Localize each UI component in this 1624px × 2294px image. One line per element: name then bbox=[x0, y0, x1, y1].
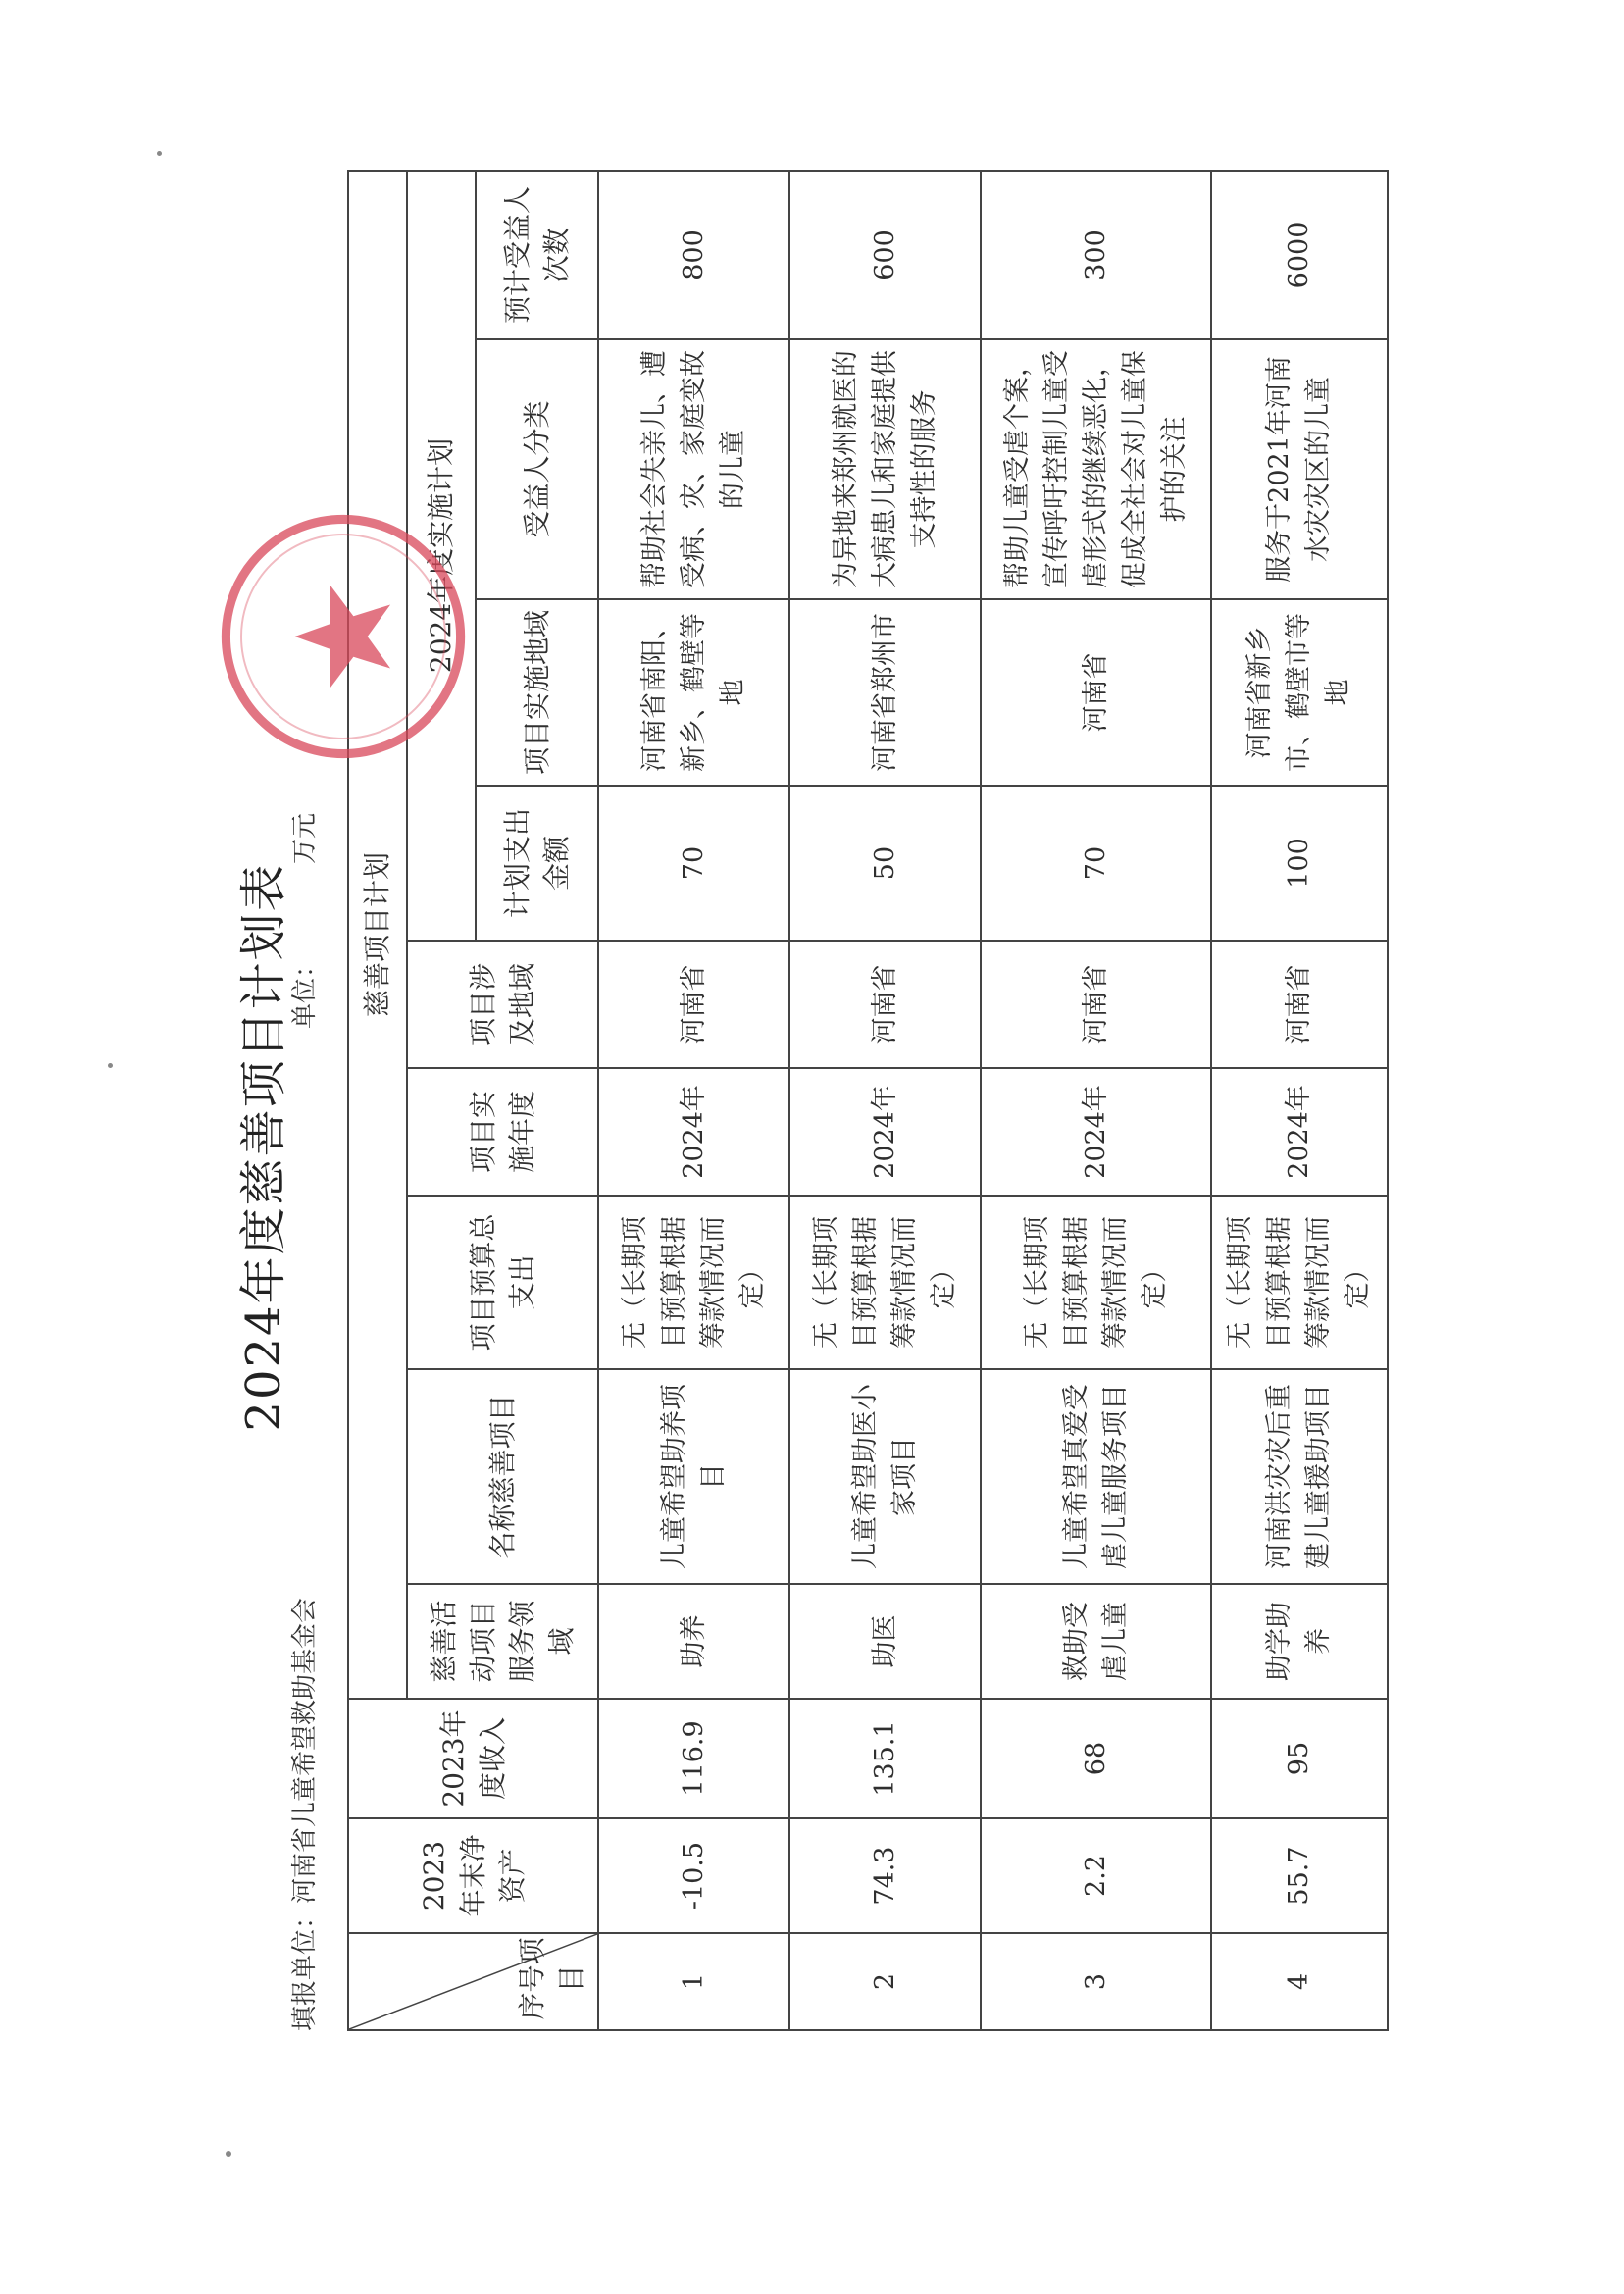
row-field: 助养 bbox=[598, 1584, 789, 1699]
row-count: 600 bbox=[789, 171, 981, 339]
name-header: 名称慈善项目 bbox=[407, 1369, 598, 1584]
table-row bbox=[981, 171, 1211, 2030]
row-net-assets: 55.7 bbox=[1211, 1818, 1388, 1933]
row-name: 河南洪灾灾后重建儿童援助项目 bbox=[1211, 1369, 1388, 1584]
row-region: 河南省 bbox=[981, 941, 1211, 1068]
filler-value: 河南省儿童希望救助基金会 bbox=[290, 1597, 320, 1904]
seal-icon bbox=[216, 509, 471, 764]
row-impl-area: 河南省南阳、新乡、鹤壁等地 bbox=[598, 599, 789, 786]
scan-speck bbox=[157, 151, 162, 156]
row-field: 救助受虐儿童 bbox=[981, 1584, 1211, 1699]
table-row bbox=[1211, 171, 1388, 2030]
row-count: 300 bbox=[981, 171, 1211, 339]
net-assets-header: 2023年末净资产 bbox=[348, 1818, 598, 1933]
row-beneficiary: 为异地来郑州就医的大病患儿和家庭提供支持性的服务 bbox=[789, 339, 981, 599]
filler-label: 填报单位： bbox=[290, 1903, 320, 2031]
unit-label: 单位： bbox=[290, 951, 320, 1029]
row-income: 68 bbox=[981, 1699, 1211, 1818]
row-region: 河南省 bbox=[1211, 941, 1388, 1068]
table-row bbox=[598, 171, 789, 2030]
row-seq: 4 bbox=[1211, 1933, 1388, 2030]
row-income: 95 bbox=[1211, 1699, 1388, 1818]
impl-plan-header: 2024年度实施计划 bbox=[407, 171, 476, 941]
page-title: 2024年度慈善项目计划表 bbox=[236, 862, 291, 1432]
row-region: 河南省 bbox=[598, 941, 789, 1068]
row-year: 2024年 bbox=[1211, 1068, 1388, 1196]
row-expense: 70 bbox=[981, 786, 1211, 941]
row-name: 儿童希望助医小家项目 bbox=[789, 1369, 981, 1584]
scan-speck bbox=[226, 2151, 231, 2157]
year-header: 项目实施年度 bbox=[407, 1068, 598, 1196]
row-year: 2024年 bbox=[981, 1068, 1211, 1196]
row-count: 800 bbox=[598, 171, 789, 339]
income-header: 2023年度收入 bbox=[348, 1699, 598, 1818]
row-field: 助医 bbox=[789, 1584, 981, 1699]
row-income: 116.9 bbox=[598, 1699, 789, 1818]
region-header: 项目涉及地域 bbox=[407, 941, 598, 1068]
row-impl-area: 河南省 bbox=[981, 599, 1211, 786]
row-budget: 无（长期项目预算根据筹款情况而定） bbox=[981, 1196, 1211, 1369]
row-beneficiary: 服务于2021年河南水灾灾区的儿童 bbox=[1211, 339, 1388, 599]
expense-header: 计划支出金额 bbox=[476, 786, 598, 941]
beneficiary-header: 受益人分类 bbox=[476, 339, 598, 599]
count-header: 预计受益人次数 bbox=[476, 171, 598, 339]
row-budget: 无（长期项目预算根据筹款情况而定） bbox=[789, 1196, 981, 1369]
row-impl-area: 河南省郑州市 bbox=[789, 599, 981, 786]
row-name: 儿童希望助养项目 bbox=[598, 1369, 789, 1584]
row-budget: 无（长期项目预算根据筹款情况而定） bbox=[598, 1196, 789, 1369]
row-expense: 50 bbox=[789, 786, 981, 941]
filler-unit bbox=[284, 1598, 321, 2031]
row-region: 河南省 bbox=[789, 941, 981, 1068]
row-expense: 70 bbox=[598, 786, 789, 941]
row-year: 2024年 bbox=[598, 1068, 789, 1196]
row-count: 6000 bbox=[1211, 171, 1388, 339]
row-seq: 3 bbox=[981, 1933, 1211, 2030]
row-impl-area: 河南省新乡市、鹤壁市等地 bbox=[1211, 599, 1388, 786]
scan-speck bbox=[108, 1063, 113, 1068]
unit bbox=[284, 813, 321, 1029]
row-field: 助学助养 bbox=[1211, 1584, 1388, 1699]
impl-area-header: 项目实施地域 bbox=[476, 599, 598, 786]
budget-header: 项目预算总支出 bbox=[407, 1196, 598, 1369]
charity-plan-header: 慈善项目计划 bbox=[348, 171, 407, 1699]
unit-value: 万元 bbox=[290, 812, 320, 864]
row-year: 2024年 bbox=[789, 1068, 981, 1196]
row-seq: 2 bbox=[789, 1933, 981, 2030]
plan-table bbox=[347, 170, 1389, 2031]
row-beneficiary: 帮助社会失亲儿、遭受病、灾、家庭变故的儿童 bbox=[598, 339, 789, 599]
row-net-assets: 2.2 bbox=[981, 1818, 1211, 1933]
row-budget: 无（长期项目预算根据筹款情况而定） bbox=[1211, 1196, 1388, 1369]
row-expense: 100 bbox=[1211, 786, 1388, 941]
table-row bbox=[789, 171, 981, 2030]
row-name: 儿童希望真爱受虐儿童服务项目 bbox=[981, 1369, 1211, 1584]
row-income: 135.1 bbox=[789, 1699, 981, 1818]
seq-header: 序号项目 bbox=[348, 1933, 598, 2030]
row-net-assets: -10.5 bbox=[598, 1818, 789, 1933]
row-beneficiary: 帮助儿童受虐个案，宣传呼吁控制儿童受虐形式的继续恶化，促成全社会对儿童保护的关注 bbox=[981, 339, 1211, 599]
field-header: 慈善活动项目服务领域 bbox=[407, 1584, 598, 1699]
row-seq: 1 bbox=[598, 1933, 789, 2030]
row-net-assets: 74.3 bbox=[789, 1818, 981, 1933]
